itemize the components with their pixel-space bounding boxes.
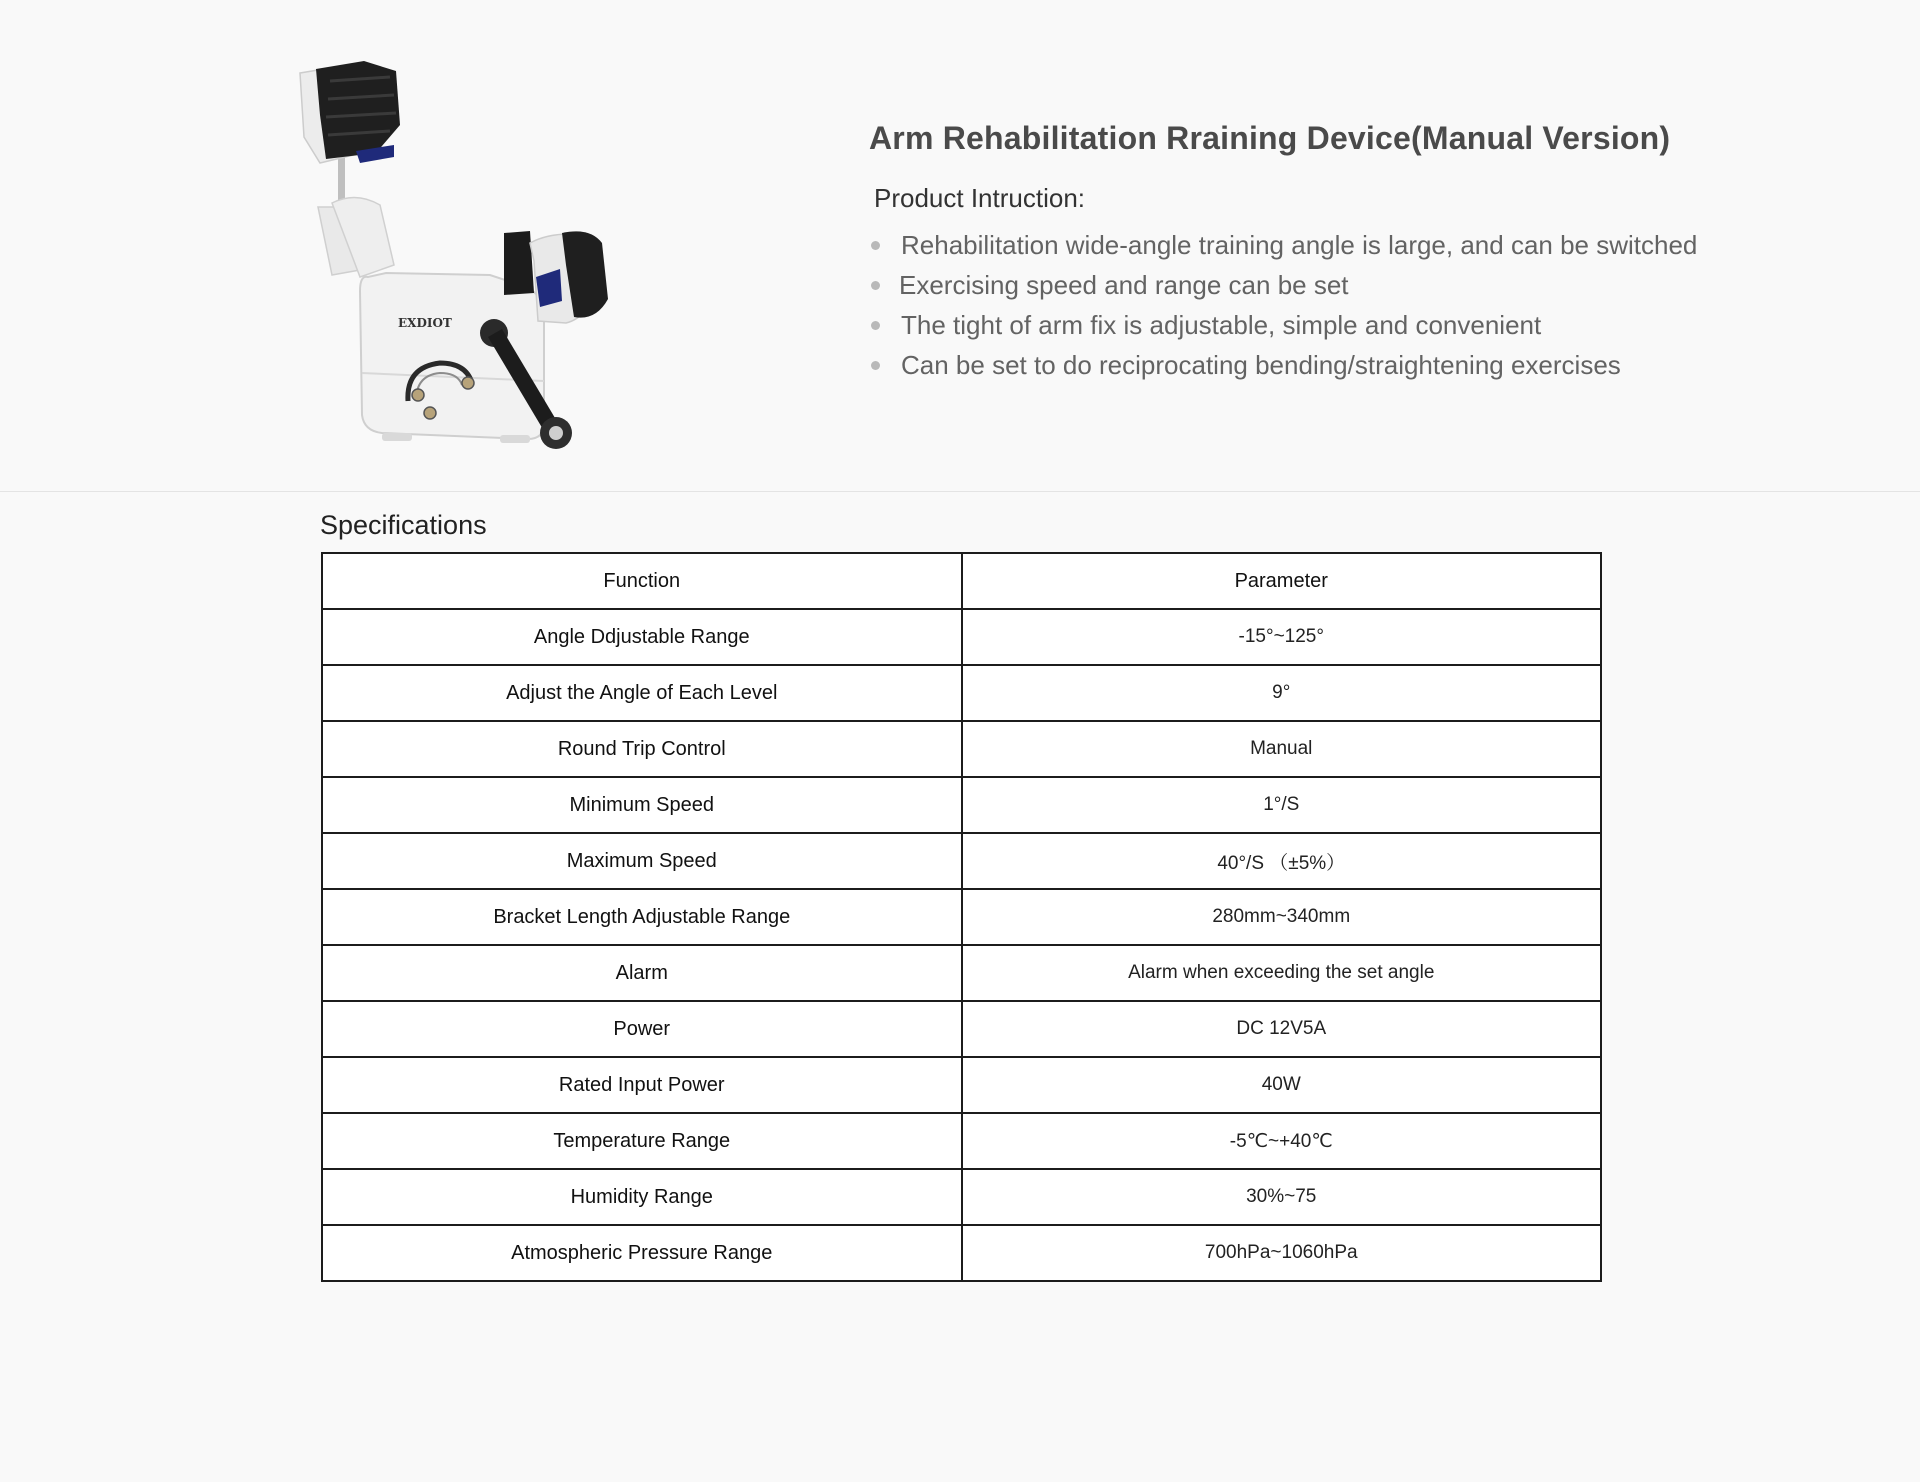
parameter-cell: Manual [962, 721, 1602, 777]
specifications-table [321, 552, 1602, 1282]
function-cell: Atmospheric Pressure Range [322, 1225, 962, 1281]
product-title: Arm Rehabilitation Rraining Device(Manual Version) [869, 120, 1671, 156]
table-row [322, 665, 1601, 721]
feature-text: Can be set to do reciprocating bending/straightening exercises [901, 350, 1621, 380]
parameter-cell: 40°/S （±5%） [962, 833, 1602, 889]
bullet-icon [871, 281, 880, 290]
product-image [290, 55, 660, 455]
function-cell: Round Trip Control [322, 721, 962, 777]
feature-item [870, 305, 1697, 345]
parameter-cell: 9° [962, 665, 1602, 721]
function-cell: Temperature Range [322, 1113, 962, 1169]
product-hero [0, 0, 1920, 491]
table-row [322, 777, 1601, 833]
function-cell: Humidity Range [322, 1169, 962, 1225]
product-intro-heading: Product Intruction: [874, 183, 1085, 213]
table-row [322, 833, 1601, 889]
table-row [322, 609, 1601, 665]
table-row [322, 1225, 1601, 1281]
parameter-cell: -5℃~+40℃ [962, 1113, 1602, 1169]
bullet-icon [871, 241, 880, 250]
table-row [322, 1113, 1601, 1169]
column-header-parameter: Parameter [962, 553, 1602, 609]
table-row [322, 889, 1601, 945]
parameter-cell: Alarm when exceeding the set angle [962, 945, 1602, 1001]
feature-text: Rehabilitation wide-angle training angle is large, and can be switched [901, 230, 1698, 260]
table-row [322, 1169, 1601, 1225]
parameter-cell: 280mm~340mm [962, 889, 1602, 945]
section-divider [0, 491, 1920, 492]
function-cell: Rated Input Power [322, 1057, 962, 1113]
specifications-heading: Specifications [320, 510, 487, 540]
bullet-icon [871, 361, 880, 370]
table-row [322, 945, 1601, 1001]
brand-label: EXDIOT [398, 316, 452, 330]
table-row [322, 1001, 1601, 1057]
parameter-cell: 30%~75 [962, 1169, 1602, 1225]
function-cell: Maximum Speed [322, 833, 962, 889]
parameter-cell: 1°/S [962, 777, 1602, 833]
feature-list [870, 225, 1697, 385]
function-cell: Alarm [322, 945, 962, 1001]
parameter-cell: -15°~125° [962, 609, 1602, 665]
feature-item [870, 225, 1697, 265]
parameter-cell: 40W [962, 1057, 1602, 1113]
bullet-icon [871, 321, 880, 330]
function-cell: Angle Ddjustable Range [322, 609, 962, 665]
function-cell: Bracket Length Adjustable Range [322, 889, 962, 945]
table-row [322, 721, 1601, 777]
function-cell: Power [322, 1001, 962, 1057]
table-header-row [322, 553, 1601, 609]
feature-item [870, 345, 1697, 385]
function-cell: Adjust the Angle of Each Level [322, 665, 962, 721]
feature-text: The tight of arm fix is adjustable, simple and convenient [901, 310, 1542, 340]
feature-item [870, 265, 1697, 305]
function-cell: Minimum Speed [322, 777, 962, 833]
table-row [322, 1057, 1601, 1113]
column-header-function: Function [322, 553, 962, 609]
parameter-cell: DC 12V5A [962, 1001, 1602, 1057]
feature-text: Exercising speed and range can be set [899, 270, 1349, 300]
parameter-cell: 700hPa~1060hPa [962, 1225, 1602, 1281]
